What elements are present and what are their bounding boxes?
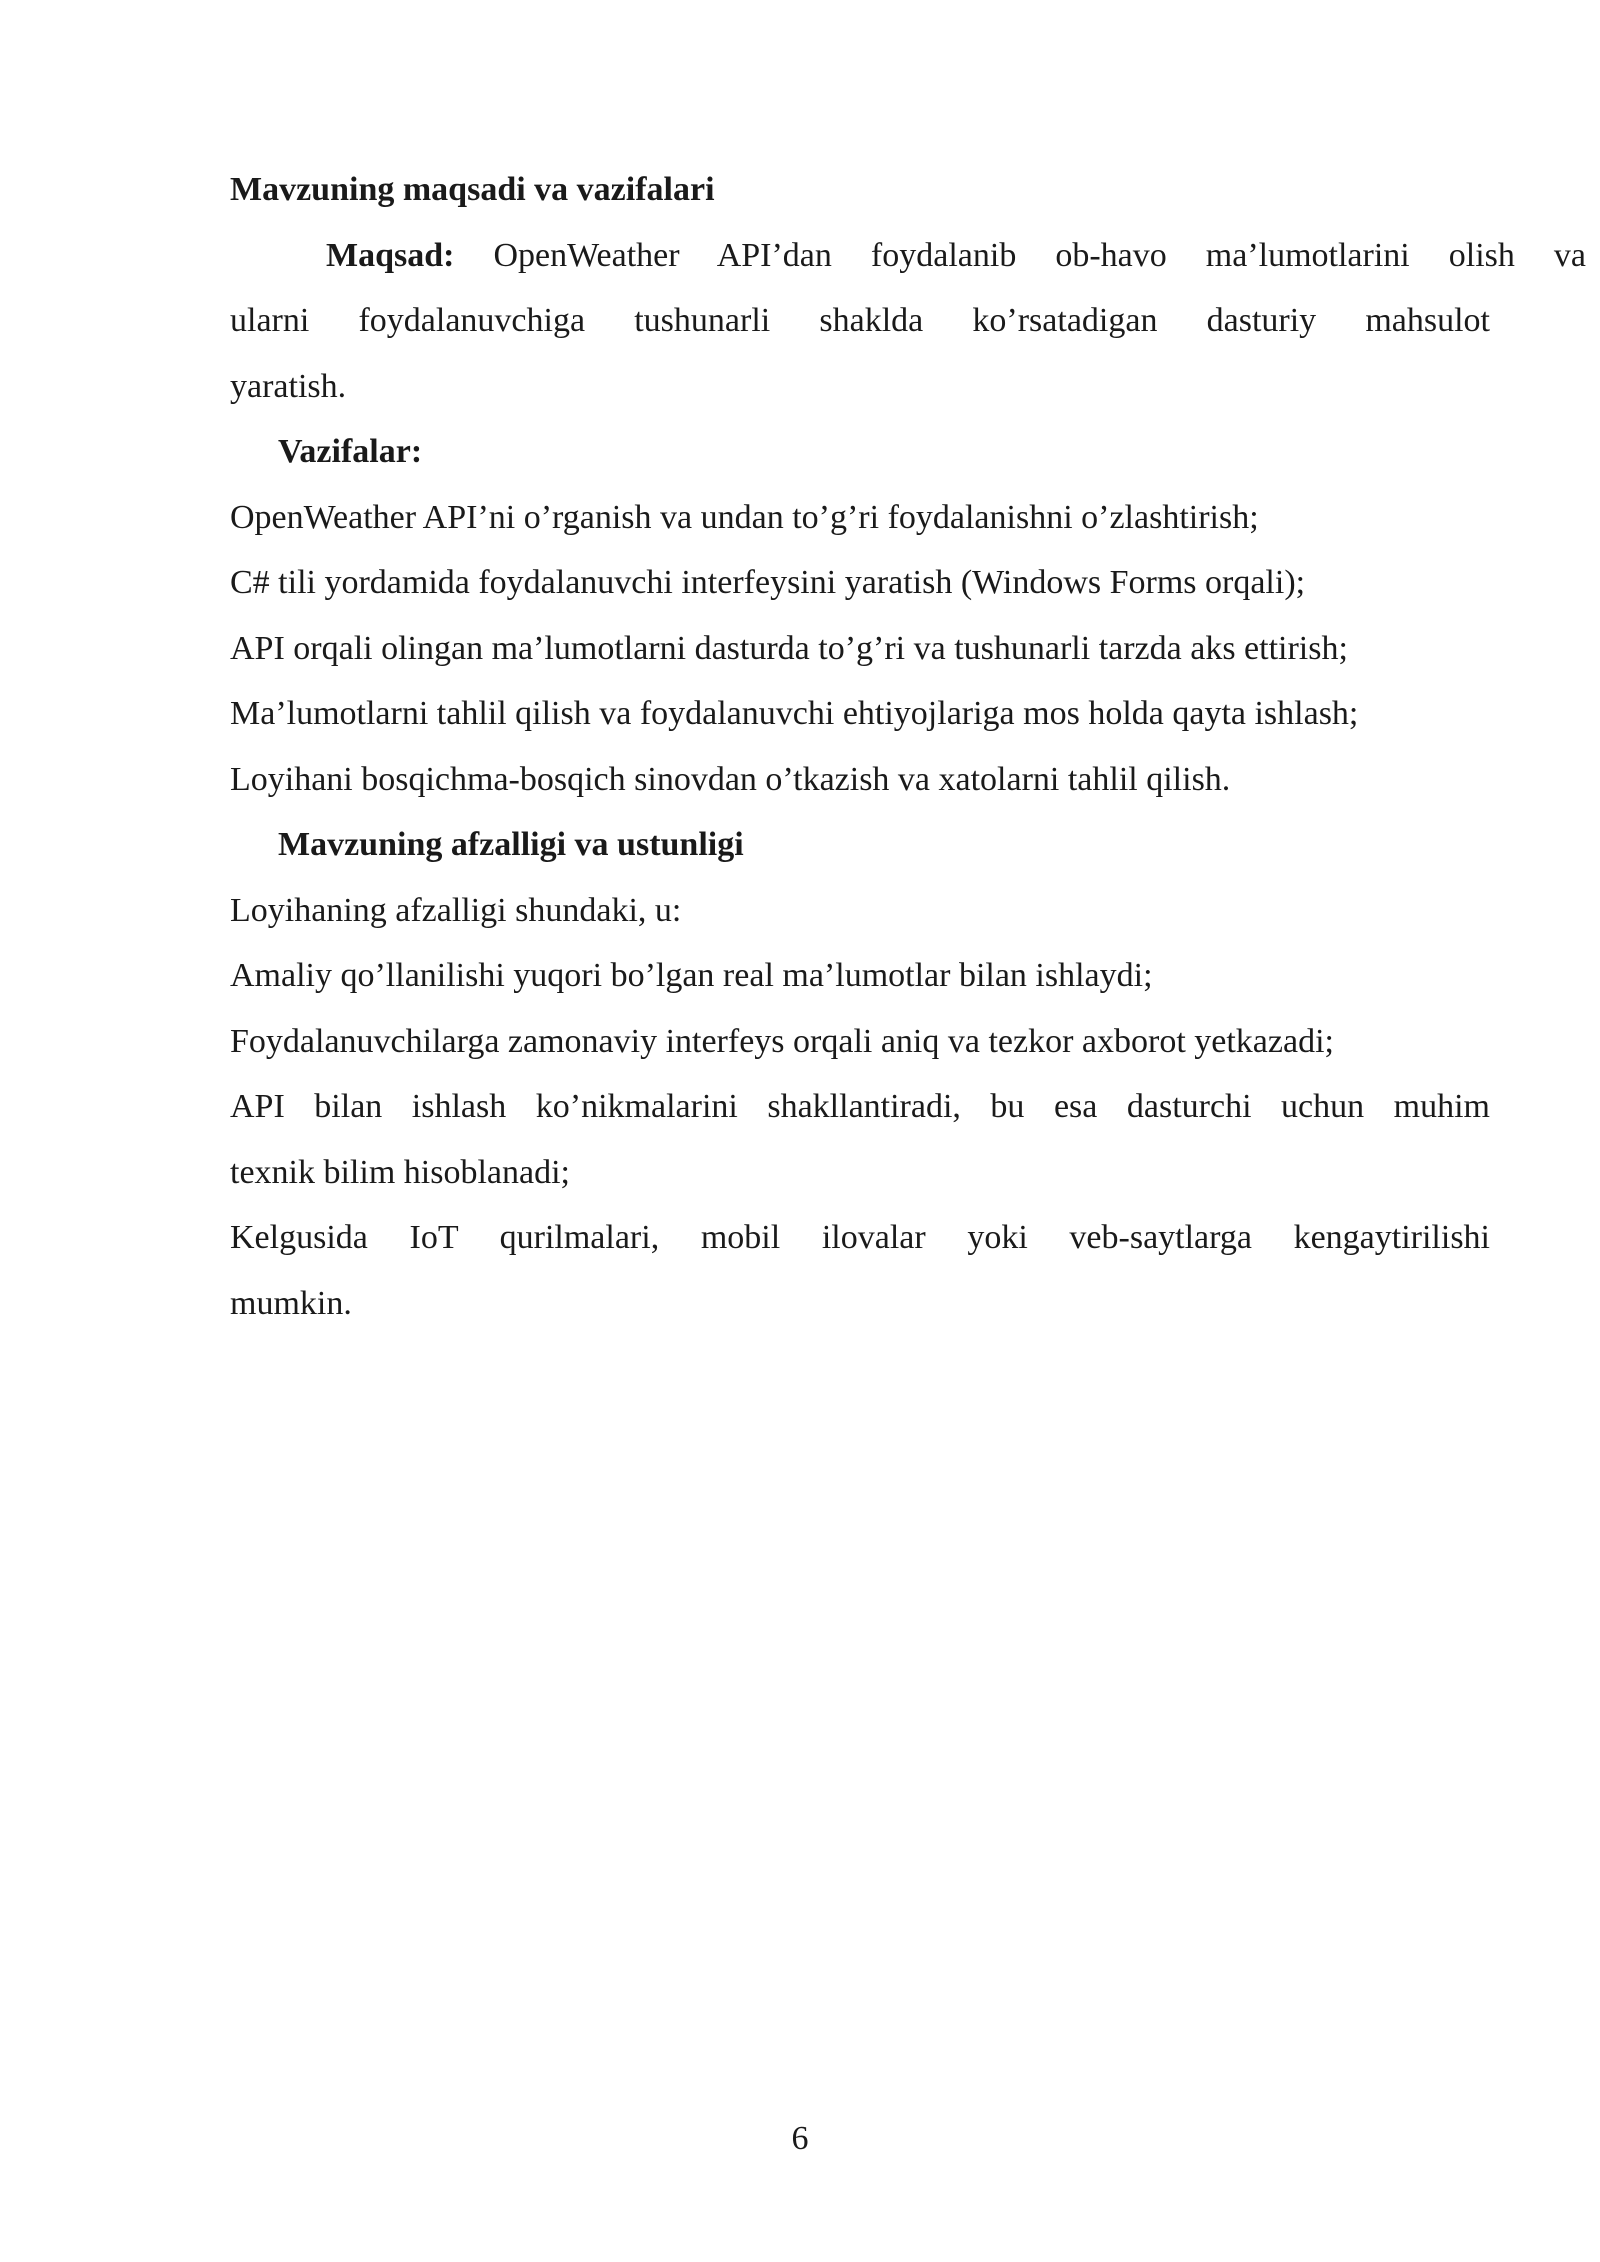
task-item: Loyihani bosqichma-bosqich sinovdan o’tkazish va xatolarni tahlil qilish. bbox=[230, 760, 1231, 798]
tasks-heading: Vazifalar: bbox=[278, 433, 423, 470]
goal-line-1 bbox=[230, 223, 1586, 289]
task-item: Ma’lumotlarni tahlil qilish va foydalanuvchi ehtiyojlariga mos holda qayta ishlash; bbox=[230, 695, 1359, 732]
task-item: C# tili yordamida foydalanuvchi interfeysini yaratish (Windows Forms orqali); bbox=[230, 564, 1306, 601]
section-heading: Mavzuning maqsadi va vazifalari bbox=[230, 171, 715, 208]
advantage-item: Foydalanuvchilarga zamonaviy interfeys orqali aniq va tezkor axborot yetkazadi; bbox=[230, 1022, 1334, 1060]
goal-text-1: OpenWeather API’dan foydalanib ob-havo ma’lumotlarini olish va bbox=[493, 236, 1586, 274]
advantages-heading: Mavzuning afzalligi va ustunligi bbox=[278, 826, 744, 863]
task-item: API orqali olingan ma’lumotlarni dasturda to’g’ri va tushunarli tarzda aks ettirish; bbox=[230, 629, 1348, 667]
goal-line-2: ularni foydalanuvchiga tushunarli shaklda ko’rsatadigan dasturiy mahsulot bbox=[230, 302, 1490, 339]
page-content bbox=[230, 157, 1586, 1336]
task-item: OpenWeather API’ni o’rganish va undan to’g’ri foydalanishni o’zlashtirish; bbox=[230, 498, 1259, 536]
advantage-item-line-1: API bilan ishlash ko’nikmalarini shakllantiradi, bu esa dasturchi uchun muhim bbox=[230, 1088, 1490, 1125]
page-number: 6 bbox=[791, 2120, 809, 2157]
goal-label: Maqsad: bbox=[326, 236, 455, 274]
goal-line-3: yaratish. bbox=[230, 367, 347, 405]
advantage-item-line-2: texnik bilim hisoblanadi; bbox=[230, 1153, 570, 1191]
advantage-item-line-1: Kelgusida IoT qurilmalari, mobil ilovalar yoki veb-saytlarga kengaytirilishi bbox=[230, 1219, 1490, 1256]
advantages-intro: Loyihaning afzalligi shundaki, u: bbox=[230, 891, 682, 929]
advantage-item: Amaliy qo’llanilishi yuqori bo’lgan real ma’lumotlar bilan ishlaydi; bbox=[230, 957, 1153, 994]
advantage-item-line-2: mumkin. bbox=[230, 1284, 352, 1322]
